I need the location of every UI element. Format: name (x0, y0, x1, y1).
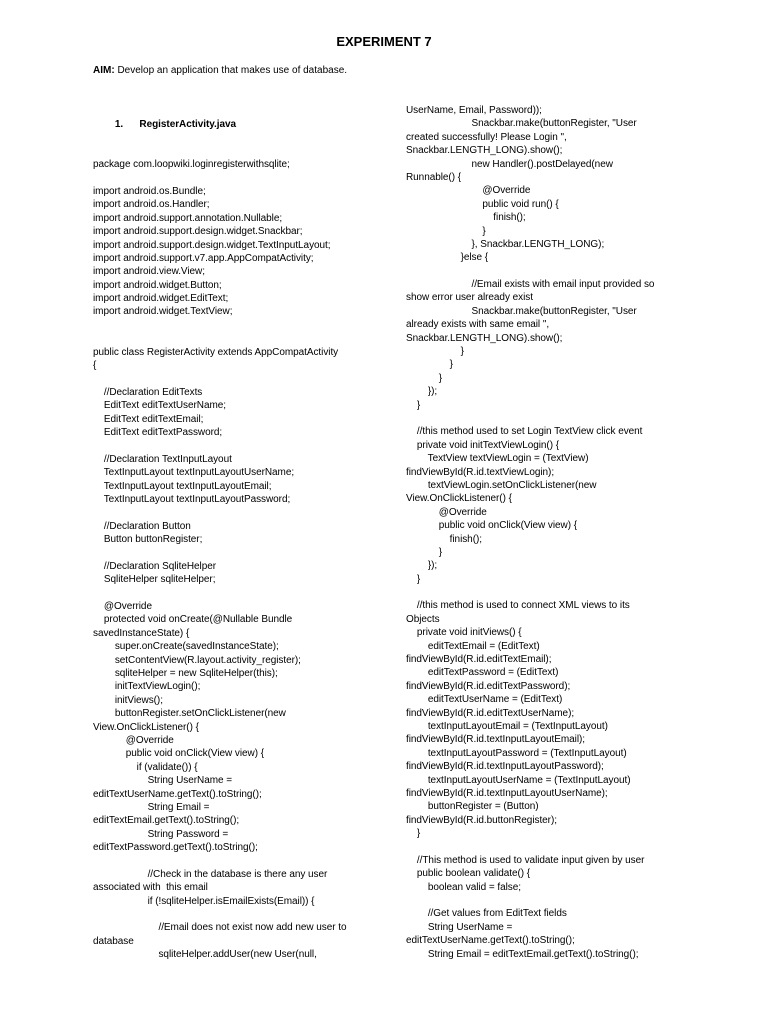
code-line: textInputLayoutPassword = (TextInputLayout) (406, 747, 627, 759)
code-line: findViewById(R.id.textInputLayoutEmail); (406, 734, 586, 746)
code-line (93, 332, 373, 345)
code-column-left (93, 118, 373, 962)
code-line: }, Snackbar.LENGTH_LONG); (406, 238, 605, 250)
code-line: textInputLayoutUserName = (TextInputLayout) (406, 774, 631, 786)
code-line: } (406, 399, 421, 411)
code-line: @Override (93, 601, 152, 613)
code-line: public class RegisterActivity extends AppCompatActivity (93, 346, 339, 358)
code-line: public void onClick(View view) { (93, 748, 265, 760)
code-line: } (406, 546, 443, 558)
code-line: //Declaration SqliteHelper (93, 560, 217, 572)
code-line: EditText editTextEmail; (93, 413, 204, 425)
code-column-right (406, 104, 686, 961)
code-line: } (406, 346, 464, 358)
code-line: @Override (93, 734, 174, 746)
code-line: Button buttonRegister; (93, 534, 203, 546)
code-line: public void onClick(View view) { (406, 520, 578, 532)
code-line: finish(); (406, 533, 482, 545)
code-line: private void initViews() { (406, 627, 522, 639)
section-heading: 1. RegisterActivity.java (93, 119, 237, 130)
code-line: setContentView(R.layout.activity_register); (93, 654, 301, 666)
code-line: Snackbar.LENGTH_LONG).show(); (406, 332, 563, 344)
code-line: Snackbar.make(buttonRegister, "User (406, 305, 637, 317)
code-line: if (!sqliteHelper.isEmailExists(Email)) { (93, 895, 315, 907)
code-line (93, 172, 373, 185)
code-line: package com.loopwiki.loginregisterwithsqlite; (93, 159, 290, 171)
code-line: Objects (406, 613, 440, 625)
document-title: EXPERIMENT 7 (336, 34, 432, 49)
code-line: } (406, 828, 421, 840)
code-line: //Get values from EditText fields (406, 908, 567, 920)
code-line: new Handler().postDelayed(new (406, 158, 613, 170)
code-line: finish(); (406, 212, 526, 224)
code-line: findViewById(R.id.editTextEmail); (406, 654, 552, 666)
code-line (406, 412, 686, 425)
code-line: //Declaration Button (93, 520, 191, 532)
code-line: already exists with same email ", (406, 319, 550, 331)
code-line: private void initTextViewLogin() { (406, 439, 559, 451)
code-line: } (406, 372, 443, 384)
code-line: if (validate()) { (93, 761, 198, 773)
code-line: @Override (406, 506, 487, 518)
code-line: Snackbar.LENGTH_LONG).show(); (406, 145, 563, 157)
code-line: super.onCreate(savedInstanceState); (93, 641, 279, 653)
code-line: //Check in the database is there any user (93, 868, 328, 880)
code-line: editTextUserName = (EditText) (406, 694, 563, 706)
code-line: //Declaration TextInputLayout (93, 453, 232, 465)
code-line: //Email exists with email input provided so (406, 279, 655, 291)
code-line: show error user already exist (406, 292, 533, 304)
code-line: findViewById(R.id.editTextUserName); (406, 707, 575, 719)
code-line (406, 586, 686, 599)
code-line: import android.support.v7.app.AppCompatActivity; (93, 252, 314, 264)
code-line: TextInputLayout textInputLayoutUserName; (93, 467, 295, 479)
aim-text: Develop an application that makes use of database. (114, 65, 348, 76)
code-line: import android.widget.TextView; (93, 306, 233, 318)
code-line: editTextPassword.getText().toString(); (93, 842, 258, 854)
code-line (406, 840, 686, 853)
code-line: //this method used to set Login TextView click event (406, 426, 643, 438)
code-line: SqliteHelper sqliteHelper; (93, 574, 216, 586)
code-line (93, 587, 373, 600)
code-line: sqliteHelper.addUser(new User(null, (93, 949, 317, 961)
code-line: editTextPassword = (EditText) (406, 667, 559, 679)
code-line: }else { (406, 252, 489, 264)
code-line: Snackbar.make(buttonRegister, "User (406, 118, 637, 130)
code-line: buttonRegister.setOnClickListener(new (93, 708, 286, 720)
code-line: String UserName = (93, 775, 233, 787)
code-line (93, 506, 373, 519)
code-line: import android.support.design.widget.TextInputLayout; (93, 239, 331, 251)
code-line: findViewById(R.id.editTextPassword); (406, 680, 571, 692)
code-line: TextView textViewLogin = (TextView) (406, 453, 589, 465)
code-line: textViewLogin.setOnClickListener(new (406, 479, 597, 491)
code-line: created successfully! Please Login ", (406, 131, 567, 143)
code-line (406, 265, 686, 278)
code-line: }); (406, 386, 438, 398)
code-line: import android.os.Bundle; (93, 185, 206, 197)
aim-statement (93, 64, 347, 78)
code-line: import android.support.design.widget.Snackbar; (93, 226, 303, 238)
code-line: UserName, Email, Password)); (406, 105, 542, 116)
code-line (93, 131, 373, 144)
code-line: protected void onCreate(@Nullable Bundle (93, 614, 293, 626)
code-line: String Email = editTextEmail.getText().toString(); (406, 948, 639, 960)
code-line: database (93, 935, 134, 947)
code-line (93, 547, 373, 560)
code-line (93, 854, 373, 867)
code-line: TextInputLayout textInputLayoutPassword; (93, 493, 291, 505)
code-line: EditText editTextUserName; (93, 400, 226, 412)
code-line: textInputLayoutEmail = (TextInputLayout) (406, 720, 608, 732)
code-line: public boolean validate() { (406, 868, 531, 880)
code-line (93, 319, 373, 332)
code-line (93, 908, 373, 921)
code-line: editTextEmail = (EditText) (406, 640, 540, 652)
code-line: import android.widget.Button; (93, 279, 222, 291)
code-line: import android.support.annotation.Nullable; (93, 212, 283, 224)
code-line: } (406, 225, 486, 237)
code-line (406, 894, 686, 907)
code-line: findViewById(R.id.textInputLayoutPassword); (406, 761, 604, 773)
code-line: @Override (406, 185, 531, 197)
code-line: editTextEmail.getText().toString(); (93, 815, 240, 827)
code-line: findViewById(R.id.buttonRegister); (406, 814, 557, 826)
code-line: associated with this email (93, 882, 208, 894)
code-line (93, 439, 373, 452)
code-line: initTextViewLogin(); (93, 681, 201, 693)
code-line: public void run() { (406, 198, 559, 210)
code-line: //Email does not exist now add new user to (93, 922, 347, 934)
code-line: buttonRegister = (Button) (406, 801, 539, 813)
code-line: boolean valid = false; (406, 881, 521, 893)
code-line: EditText editTextPassword; (93, 426, 223, 438)
code-line: } (406, 359, 453, 371)
code-line: //this method is used to connect XML views to its (406, 600, 630, 612)
code-line: import android.os.Handler; (93, 199, 210, 211)
code-line: editTextUserName.getText().toString(); (406, 935, 575, 947)
code-line (93, 372, 373, 385)
code-line: import android.widget.EditText; (93, 293, 229, 305)
code-line: initViews(); (93, 694, 163, 706)
code-line: sqliteHelper = new SqliteHelper(this); (93, 668, 278, 680)
code-line: //Declaration EditTexts (93, 386, 203, 398)
aim-label: AIM: (93, 65, 115, 76)
code-line: TextInputLayout textInputLayoutEmail; (93, 480, 272, 492)
code-line: import android.view.View; (93, 266, 205, 278)
code-line: editTextUserName.getText().toString(); (93, 788, 262, 800)
code-line: Runnable() { (406, 171, 461, 183)
code-line: findViewById(R.id.textInputLayoutUserName); (406, 787, 608, 799)
code-line: findViewById(R.id.textViewLogin); (406, 466, 555, 478)
code-line: String Password = (93, 828, 229, 840)
code-line: savedInstanceState) { (93, 627, 190, 639)
code-line (93, 145, 373, 158)
code-line: String Email = (93, 801, 210, 813)
code-line: View.OnClickListener() { (93, 721, 199, 733)
code-line: } (406, 573, 421, 585)
code-line: View.OnClickListener() { (406, 493, 512, 505)
code-line: String UserName = (406, 921, 513, 933)
code-line: { (93, 360, 97, 372)
code-line: //This method is used to validate input given by user (406, 854, 645, 866)
code-line: }); (406, 560, 438, 572)
